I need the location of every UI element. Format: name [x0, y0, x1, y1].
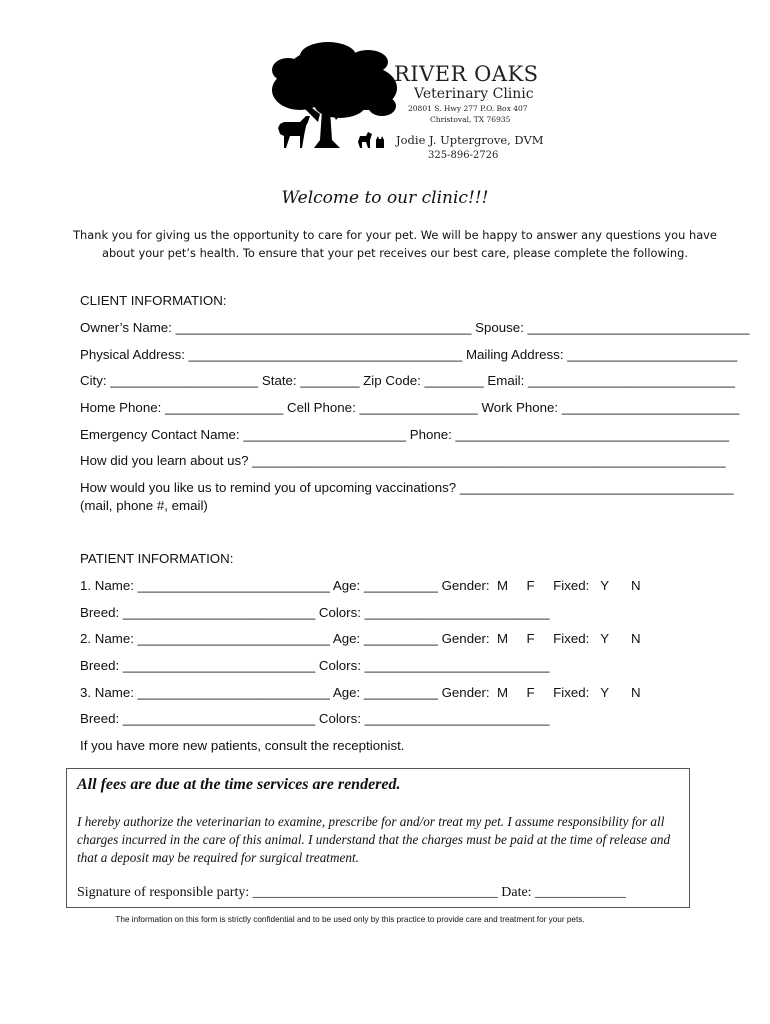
signature-date-field[interactable]: Signature of responsible party: ___________________________________ Date: _____________ [77, 885, 627, 900]
referral-source-field[interactable]: How did you learn about us? ________________________________________________________________ [80, 453, 726, 468]
intro-paragraph: Thank you for giving us the opportunity to care for your pet. We will be happy to answer any questions you have about your pet’s health. To ensure that your pet receives our best care, please complete the following. [73, 228, 717, 260]
reminder-preference-field[interactable]: How would you like us to remind you of upcoming vaccinations? _____________________________________ [80, 480, 734, 495]
address-field[interactable]: Physical Address: _____________________________________ Mailing Address: _______________________ [80, 347, 738, 362]
patient-2-breed-field[interactable]: Breed: __________________________ Colors: _________________________ [80, 658, 550, 673]
fees-authorization-box [66, 768, 690, 908]
patient-1-breed-field[interactable]: Breed: __________________________ Colors: _________________________ [80, 605, 550, 620]
clinic-subtitle: Veterinary Clinic [414, 86, 534, 102]
oak-tree-logo-icon [270, 40, 400, 152]
patient-1-name-field[interactable]: 1. Name: __________________________ Age: __________ Gender: M F Fixed: Y N [80, 578, 641, 593]
patient-heading: PATIENT INFORMATION: [80, 551, 234, 566]
patient-2-name-field[interactable]: 2. Name: __________________________ Age: __________ Gender: M F Fixed: Y N [80, 631, 641, 646]
emergency-contact-field[interactable]: Emergency Contact Name: ______________________ Phone: _____________________________________ [80, 427, 730, 442]
client-heading: CLIENT INFORMATION: [80, 293, 227, 308]
fees-title: All fees are due at the time services are rendered. [77, 776, 401, 793]
clinic-address: 20801 S. Hwy 277 P.O. Box 407 [408, 104, 528, 113]
more-patients-note: If you have more new patients, consult the receptionist. [80, 738, 405, 753]
confidentiality-footer: The information on this form is strictly confidential and to be used only by this practice to provide care and treatment for your pets. [115, 915, 585, 924]
reminder-options-hint: (mail, phone #, email) [80, 498, 208, 513]
authorization-text: I hereby authorize the veterinarian to examine, prescribe for and/or treat my pet. I assume responsibility for all charges incurred in the care of this animal. I understand that the charges must be paid at the time of release and that a deposit may be required for surgical treatment. [77, 814, 671, 865]
clinic-city: Christoval, TX 76935 [430, 115, 511, 124]
city-state-zip-field[interactable]: City: ____________________ State: ________ Zip Code: ________ Email: ____________________________ [80, 373, 736, 388]
owner-name-field[interactable]: Owner’s Name: ________________________________________ Spouse: ______________________________ [80, 320, 750, 335]
clinic-doctor: Jodie J. Uptergrove, DVM [396, 133, 544, 147]
clinic-letterhead [394, 62, 544, 163]
patient-3-name-field[interactable]: 3. Name: __________________________ Age: __________ Gender: M F Fixed: Y N [80, 685, 641, 700]
patient-3-breed-field[interactable]: Breed: __________________________ Colors: _________________________ [80, 711, 550, 726]
clinic-name: RIVER OAKS [394, 62, 539, 86]
welcome-heading: Welcome to our clinic!!! [281, 188, 489, 208]
clinic-phone: 325-896-2726 [428, 150, 499, 161]
phone-numbers-field[interactable]: Home Phone: ________________ Cell Phone: ________________ Work Phone: ________________________ [80, 400, 740, 415]
